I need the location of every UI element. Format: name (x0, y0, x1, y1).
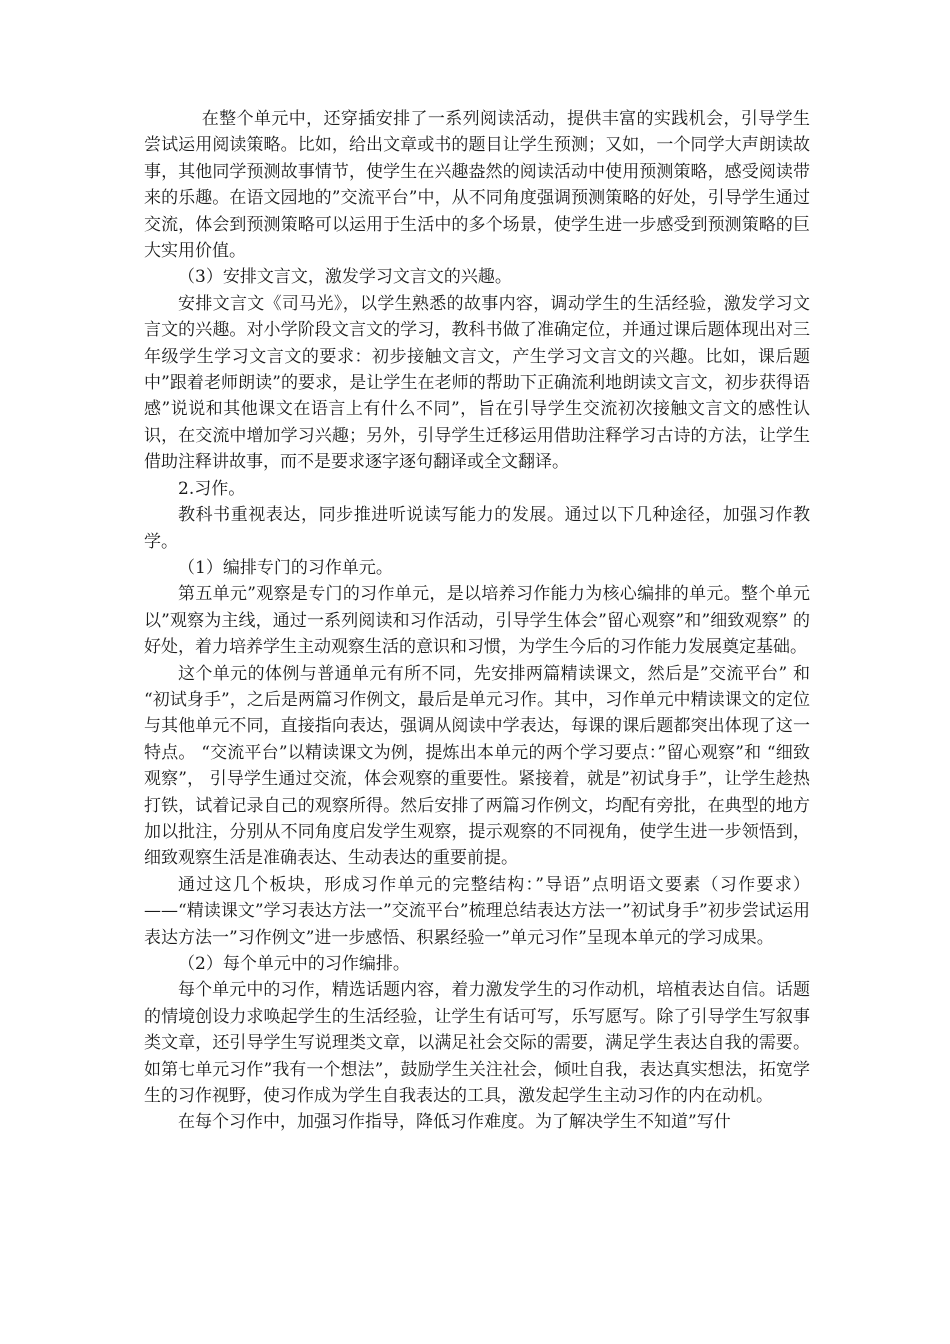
subheading-writing-unit: （1）编排专门的习作单元。 (178, 557, 393, 578)
paragraph-unit-five: 第五单元”观察是专门的习作单元，是以培养习作能力为核心编排的单元。整个单元以”观察为主线，通过一系列阅读和习作活动，引导学生体会”留心观察”和”细致观察” 的好处，着力培养学生主动观察生活的意识和习惯，为学生今后的习作能力发展奠定基础。 (144, 584, 810, 658)
paragraph-unit-blocks: 通过这几个板块，形成习作单元的完整结构：”导语”点明语文要素（习作要求）——“精读课文”学习表达方法一”交流平台”梳理总结表达方法一”初试身手”初步尝试运用表达方法一”习作例文”进一步感悟、积累经验一”单元习作”呈现本单元的学习成果。 (144, 874, 810, 948)
heading-writing: 2.习作。 (178, 478, 246, 499)
subheading-each-unit-writing: （2）每个单元中的习作编排。 (178, 954, 410, 974)
paragraph-each-unit-writing: 每个单元中的习作，精选话题内容，着力激发学生的习作动机，培植表达自信。话题的情境创设力求唤起学生的生活经验，让学生有话可写，乐写愿写。除了引导学生写叙事类文章，还引导学生写说理类文章，以满足社会交际的需要，满足学生表达自我的需要。如第七单元习作”我有一个想法”，鼓励学生关注社会，倾吐自我，表达真实想法，拓宽学生的习作视野，使习作成为学生自我表达的工具，激发起学生主动习作的内在动机。 (144, 980, 810, 1107)
paragraph-classical-chinese: 安排文言文《司马光》，以学生熟悉的故事内容，调动学生的生活经验，激发学习文言文的兴趣。对小学阶段文言文的学习，教科书做了准确定位，并通过课后题体现出对三年级学生学习文言文的要求：初步接触文言文，产生学习文言文的兴趣。比如，课后题中”跟着老师朗读”的要求，是让学生在老师的帮助下正确流利地朗读文言文，初步获得语感”说说和其他课文在语言上有什么不同”，旨在引导学生交流初次接触文言文的感性认识，在交流中增加学习兴趣；另外，引导学生迁移运用借助注释学习古诗的方法，让学生借助注释讲故事，而不是要求逐字逐句翻译或全文翻译。 (144, 293, 810, 473)
paragraph-reading-activities: 在整个单元中，还穿插安排了一系列阅读活动，提供丰富的实践机会，引导学生尝试运用阅读策略。比如，给出文章或书的题目让学生预测；又如，一个同学大声朗读故事，其他同学预测故事情节，使学生在兴趣盎然的阅读活动中使用预测策略，感受阅读带来的乐趣。在语文园地的”交流平台”中，从不同角度强调预测策略的好处，引导学生通过交流，体会到预测策略可以运用于生活中的多个场景，使学生进一步感受到预测策略的巨大实用价值。 (144, 109, 810, 262)
document-body (144, 106, 810, 1136)
paragraph-unit-structure: 这个单元的体例与普通单元有所不同，先安排两篇精读课文，然后是”交流平台” 和 “初试身手”，之后是两篇习作例文，最后是单元习作。其中，习作单元中精读课文的定位与其他单元不同，直接指向表达，强调从阅读中学表达，每课的课后题都突出体现了这一特点。 “交流平台”以精读课文为例，提炼出本单元的两个学习要点：”留心观察”和 “细致观察”， 引导学生通过交流，体会观察的重要性。紧接着，就是”初试身手”，让学生趁热打铁，试着记录自己的观察所得。然后安排了两篇习作例文，均配有旁批，在典型的地方加以批注，分别从不同角度启发学生观察，提示观察的不同视角，使学生进一步领悟到，细致观察生活是准确表达、生动表达的重要前提。 (144, 663, 810, 869)
paragraph-writing-intro: 教科书重视表达，同步推进听说读写能力的发展。通过以下几种途径，加强习作教学。 (144, 505, 810, 552)
paragraph-writing-guidance: 在每个习作中，加强习作指导，降低习作难度。为了解决学生不知道”写什 (178, 1112, 731, 1133)
subheading-classical-chinese: （3）安排文言文，激发学习文言文的兴趣。 (178, 267, 512, 288)
